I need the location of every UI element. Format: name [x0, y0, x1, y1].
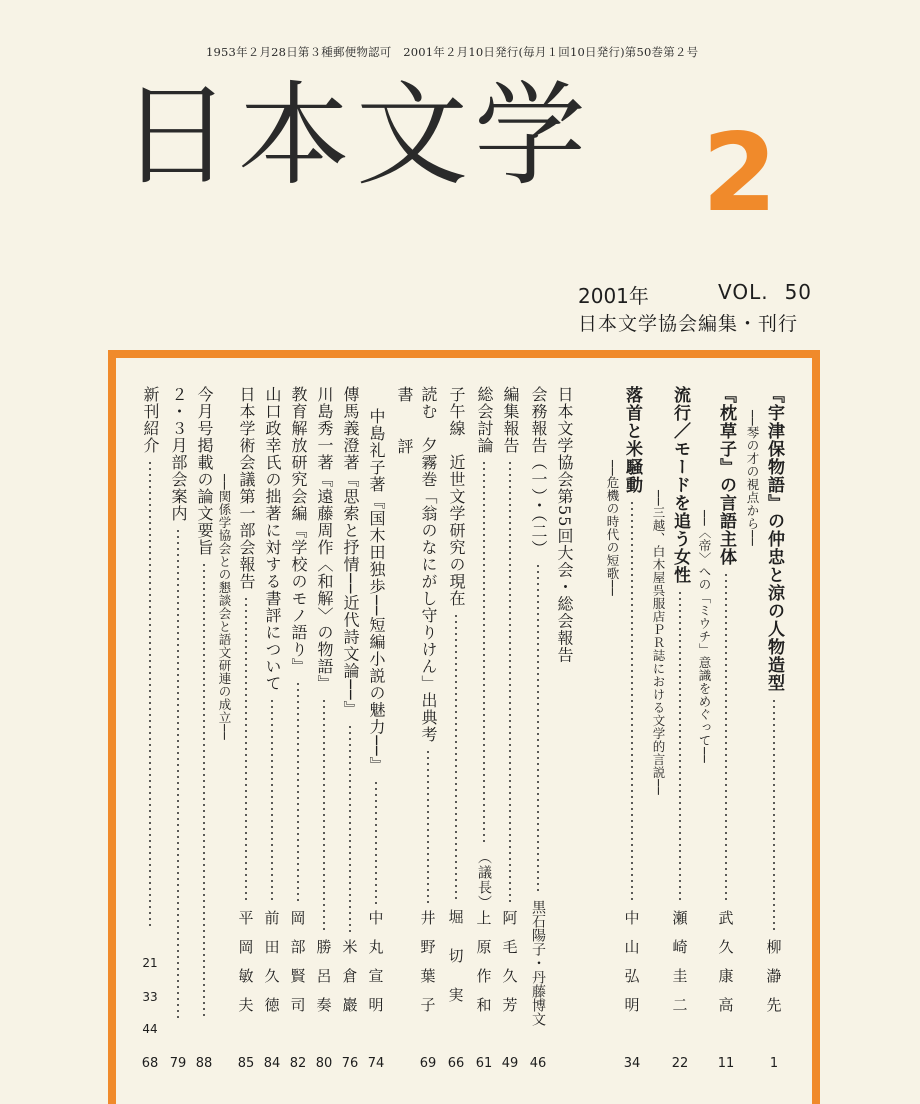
toc-entry[interactable] — [364, 408, 388, 1026]
entry-title: 会務報告（一）・（二） — [529, 386, 548, 557]
toc-entry[interactable] — [234, 386, 258, 1026]
entry-author: 中山弘明 — [622, 910, 641, 1026]
entry-author: 岡部賢司 — [288, 910, 307, 1026]
entry-title: 中島礼子著『国木田独歩──短編小説の魅力──』 — [367, 408, 386, 774]
toc-subtitle — [740, 410, 764, 546]
entry-page: 66 — [447, 1056, 465, 1071]
leader-dots — [271, 698, 273, 904]
leader-dots — [203, 562, 205, 1020]
entry-page: 46 — [529, 1056, 547, 1071]
toc-entry[interactable] — [498, 386, 522, 1026]
entry-author: 上原作和 — [474, 910, 493, 1026]
leader-dots — [149, 460, 151, 928]
toc-entry[interactable] — [192, 386, 216, 1026]
entry-page: 49 — [501, 1056, 519, 1071]
entry-page: 84 — [263, 1056, 281, 1071]
entry-page: 82 — [289, 1056, 307, 1071]
entry-page: 76 — [341, 1056, 359, 1071]
leader-dots — [427, 749, 429, 904]
entry-page: 80 — [315, 1056, 333, 1071]
entry-title: 日本学術会議第一部会報告 — [237, 386, 256, 590]
entry-page: 21 — [142, 956, 158, 970]
entry-subtitle: ──危機の時代の短歌── — [605, 460, 620, 597]
leader-dots — [509, 460, 511, 904]
leader-dots — [297, 681, 299, 904]
leader-dots — [679, 590, 681, 904]
entry-author: 武久康高 — [716, 910, 735, 1026]
entry-title: 傳馬義澄著『思索と抒情──近代詩文論──』 — [341, 386, 360, 718]
volume-number: 50 — [784, 280, 813, 304]
leader-dots — [323, 698, 325, 933]
publisher: 日本文学協会編集・刊行 — [578, 313, 799, 335]
entry-page: 61 — [475, 1056, 493, 1071]
leader-dots — [177, 528, 179, 1020]
entry-author: 中丸宣明 — [366, 910, 385, 1026]
entry-subtitle: ──〈帝〉への「ミウチ」意識をめぐって── — [697, 510, 712, 764]
entry-page: 34 — [623, 1056, 641, 1071]
toc-entry[interactable] — [444, 386, 468, 1026]
entry-author: 堀切実 — [446, 909, 465, 1026]
entry-role: （議長） — [476, 850, 492, 910]
year: 2001年 — [578, 284, 649, 308]
toc-entry[interactable] — [526, 386, 550, 1026]
postal-line: 1953年２月28日第３種郵便物認可 2001年２月10日発行(毎月１回10日発行)第50巻第２号 — [206, 45, 699, 59]
leader-dots — [349, 724, 351, 933]
section-title: 書 評 — [395, 386, 414, 464]
entry-page: 11 — [717, 1056, 735, 1071]
toc-entry[interactable] — [668, 386, 692, 1026]
entry-title: 川島秀一著『遠藤周作〈和解〉の物語』 — [315, 386, 334, 692]
entry-subtitle: ──関係学協会との懇談会と語文研連の成立── — [217, 474, 232, 741]
entry-title: 編集報告 — [501, 386, 520, 454]
entry-page: 88 — [195, 1056, 213, 1071]
magazine-title: 日本文学 — [120, 71, 592, 201]
issue-number: 2 — [702, 111, 778, 236]
entry-title: 『枕草子』の言語主体 — [716, 386, 736, 566]
entry-page: 68 — [141, 1056, 159, 1071]
toc-entry[interactable] — [714, 386, 738, 1026]
entry-title: 『宇津保物語』の仲忠と涼の人物造型 — [764, 386, 784, 692]
entry-author: 米倉巖 — [340, 939, 359, 1026]
leader-dots — [773, 698, 775, 933]
section-heading — [552, 386, 576, 663]
toc-entry[interactable] — [416, 386, 440, 1026]
entry-title: 読む 夕霧巻「翁のなにがし守りけん」出典考 — [419, 386, 438, 743]
toc-entry[interactable] — [166, 386, 190, 1026]
entry-subtitle: ──三越、白木屋呉服店ＰＲ誌における文学的言説── — [651, 490, 666, 796]
entry-page: 85 — [237, 1056, 255, 1071]
toc-entry[interactable] — [472, 386, 496, 1026]
leader-dots — [375, 780, 377, 904]
toc-entry[interactable] — [260, 386, 284, 1026]
entry-page: 69 — [419, 1056, 437, 1071]
volume-label: VOL. — [718, 280, 769, 304]
entry-author: 井野葉子 — [418, 910, 437, 1026]
toc-subtitle — [646, 490, 670, 795]
entry-title: 新刊紹介 — [141, 386, 160, 454]
toc-entry[interactable] — [338, 386, 362, 1026]
entry-page: 33 — [142, 990, 158, 1004]
entry-page: 74 — [367, 1056, 385, 1071]
entry-title: 落首と米騒動 — [622, 386, 642, 494]
entry-page: 79 — [169, 1056, 187, 1071]
section-title: 日本文学協会第55回大会・総会報告 — [555, 386, 574, 664]
leader-dots — [725, 572, 727, 904]
leader-dots — [245, 596, 247, 904]
entry-title: 山口政幸氏の拙著に対する書評について — [263, 386, 282, 692]
entry-page: 22 — [671, 1056, 689, 1071]
leader-dots — [455, 613, 457, 903]
entry-title: 総会討論 — [475, 386, 494, 454]
entry-title: ２・３月部会案内 — [169, 386, 188, 522]
entry-author: 瀬崎圭二 — [670, 910, 689, 1026]
entry-author: 平岡敏夫 — [236, 910, 255, 1026]
toc-entry[interactable] — [312, 386, 336, 1026]
entry-page: 1 — [769, 1056, 779, 1071]
entry-title: 教育解放研究会編『学校のモノ語り』 — [289, 386, 308, 675]
toc-subtitle — [692, 510, 716, 763]
entry-title: 子午線 近世文学研究の現在 — [447, 386, 466, 607]
toc-entry[interactable] — [138, 386, 162, 934]
entry-author: 前田久徳 — [262, 910, 281, 1026]
entry-title: 今月号掲載の論文要旨 — [195, 386, 214, 556]
toc-subtitle — [600, 460, 624, 596]
leader-dots — [483, 460, 485, 844]
entry-author: 阿毛久芳 — [500, 910, 519, 1026]
entry-page: 44 — [142, 1022, 158, 1036]
entry-title: 流行／モードを追う女性 — [670, 386, 690, 584]
toc-entry[interactable] — [286, 386, 310, 1026]
toc-entry[interactable] — [762, 386, 786, 1026]
entry-author: 柳瀞先 — [764, 939, 783, 1026]
section-heading — [392, 386, 416, 464]
leader-dots — [537, 563, 539, 894]
leader-dots — [631, 500, 633, 904]
entry-author: 勝呂奏 — [314, 939, 333, 1026]
entry-subtitle: ──琴の才の視点から── — [745, 410, 760, 547]
entry-author: 黒石陽子・丹藤博文 — [530, 900, 546, 1026]
